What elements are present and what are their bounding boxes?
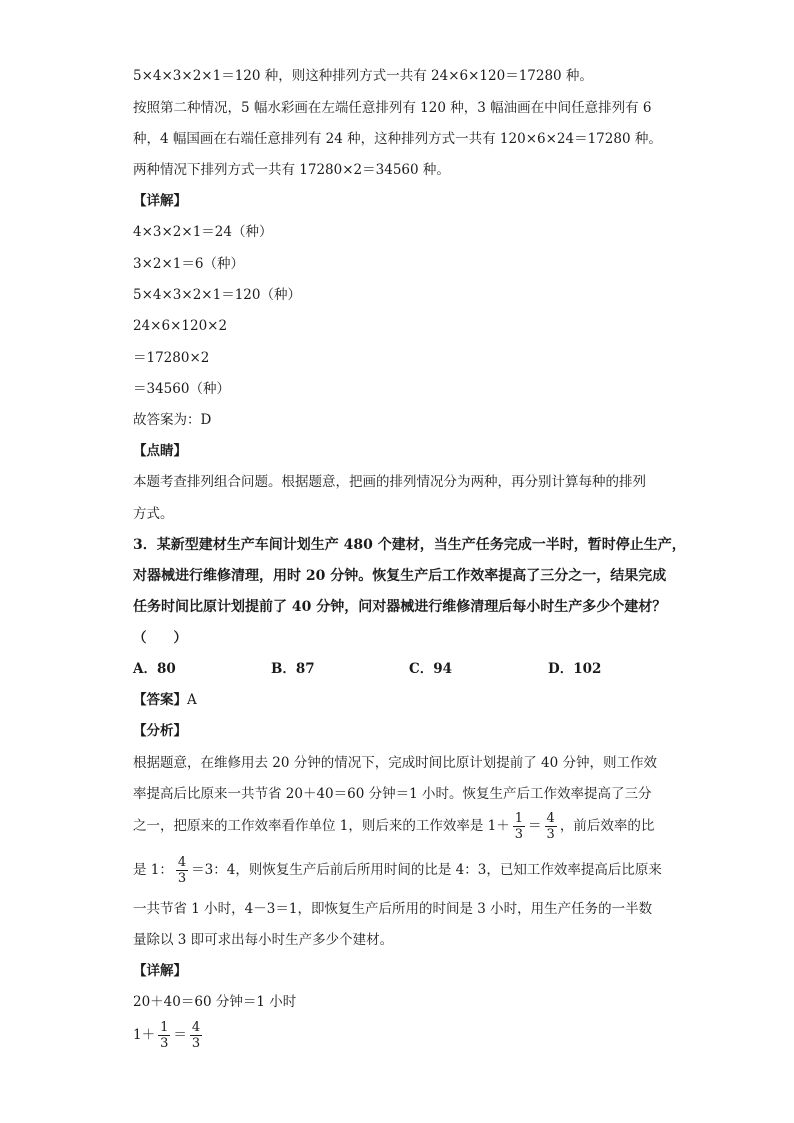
analysis-heading: 【分析】 <box>133 723 187 739</box>
analysis-line-fraction <box>133 806 654 846</box>
fraction-numerator: 4 <box>177 854 187 870</box>
point-heading: 【点睛】 <box>133 443 187 459</box>
point-line: 本题考查排列组合问题。根据题意，把画的排列情况分为两种，再分别计算每种的排列 <box>133 474 646 490</box>
solution-line: 两种情况下排列方式一共有 17280×2＝34560 种。 <box>133 162 450 178</box>
question-line: 3．某新型建材生产车间计划生产 480 个建材，当生产任务完成一半时，暂时停止生产， <box>133 537 686 553</box>
analysis-text: ，前后效率的比 <box>559 818 655 834</box>
solution-line: 种，4 幅国画在右端任意排列有 24 种，这种排列方式一共有 120×6×24＝17280 种。 <box>133 131 662 147</box>
answer-value: A <box>187 692 197 708</box>
fraction-four-thirds <box>190 1020 202 1051</box>
answer-line: 故答案为：D <box>133 412 212 428</box>
solution-line: 5×4×3×2×1＝120 种，则这种排列方式一共有 24×6×120＝17280 种。 <box>133 68 593 84</box>
analysis-line: 一共节省 1 小时，4－3＝1，即恢复生产后所用的时间是 3 小时，用生产任务的一半数 <box>133 901 653 917</box>
fraction-numerator: 4 <box>191 1019 201 1035</box>
fraction-denominator: 3 <box>546 826 555 842</box>
detail-heading: 【详解】 <box>133 193 187 209</box>
analysis-line-fraction <box>133 850 662 890</box>
calc-text: 1＋ <box>133 1027 156 1043</box>
fraction-denominator: 3 <box>514 826 524 842</box>
analysis-line: 根据题意，在维修用去 20 分钟的情况下，完成时间比原计划提前了 40 分钟，则工作效 <box>133 755 658 771</box>
analysis-text: ＝3：4，则恢复生产后前后所用时间的比是 4：3，已知工作效率提高后比原来 <box>191 862 662 878</box>
fraction-numerator: 1 <box>160 1019 169 1035</box>
fraction-four-thirds <box>176 855 188 886</box>
fraction-denominator: 3 <box>191 1035 201 1051</box>
calc-line: 5×4×3×2×1＝120（种） <box>133 287 301 303</box>
equals-sign: ＝ <box>528 818 542 834</box>
detail-heading: 【详解】 <box>133 963 187 979</box>
fraction-four-thirds <box>545 811 557 842</box>
question-line: 对器械进行维修清理，用时 20 分钟。恢复生产后工作效率提高了三分之一，结果完成 <box>133 568 667 584</box>
option-c: C．94 <box>409 661 453 677</box>
option-b: B．87 <box>271 661 315 677</box>
calc-line: 20＋40＝60 分钟＝1 小时 <box>133 994 297 1010</box>
equals-sign: ＝ <box>173 1027 187 1043</box>
calc-line-fraction <box>133 1015 205 1055</box>
fraction-denominator: 3 <box>160 1035 169 1051</box>
calc-line: 24×6×120×2 <box>133 318 228 334</box>
analysis-text: 是 1： <box>133 862 173 878</box>
fraction-one-third <box>513 811 525 842</box>
analysis-line: 量除以 3 即可求出每小时生产多少个建材。 <box>133 932 394 948</box>
analysis-line: 率提高后比原来一共节省 20＋40＝60 分钟＝1 小时。恢复生产后工作效率提高了三分 <box>133 786 652 802</box>
question-paren: （ ） <box>133 630 187 646</box>
fraction-numerator: 4 <box>546 810 555 826</box>
calc-line: 3×2×1＝6（种） <box>133 256 244 272</box>
option-d: D．102 <box>548 661 602 677</box>
fraction-denominator: 3 <box>177 870 187 886</box>
calc-line: 4×3×2×1＝24（种） <box>133 224 273 240</box>
fraction-one-third <box>158 1020 170 1051</box>
question-line: 任务时间比原计划提前了 40 分钟，问对器械进行维修清理后每小时生产多少个建材？ <box>133 599 667 615</box>
calc-line: ＝17280×2 <box>133 350 210 366</box>
answer-heading: 【答案】 <box>133 692 187 708</box>
calc-line: ＝34560（种） <box>133 381 230 397</box>
option-a: A．80 <box>133 661 176 677</box>
solution-line: 按照第二种情况，5 幅水彩画在左端任意排列有 120 种，3 幅油画在中间任意排列有 6 <box>133 100 652 116</box>
answer-line <box>133 691 197 709</box>
fraction-numerator: 1 <box>514 810 524 826</box>
point-line: 方式。 <box>133 506 174 522</box>
analysis-text: 之一，把原来的工作效率看作单位 1，则后来的工作效率是 1＋ <box>133 818 510 834</box>
